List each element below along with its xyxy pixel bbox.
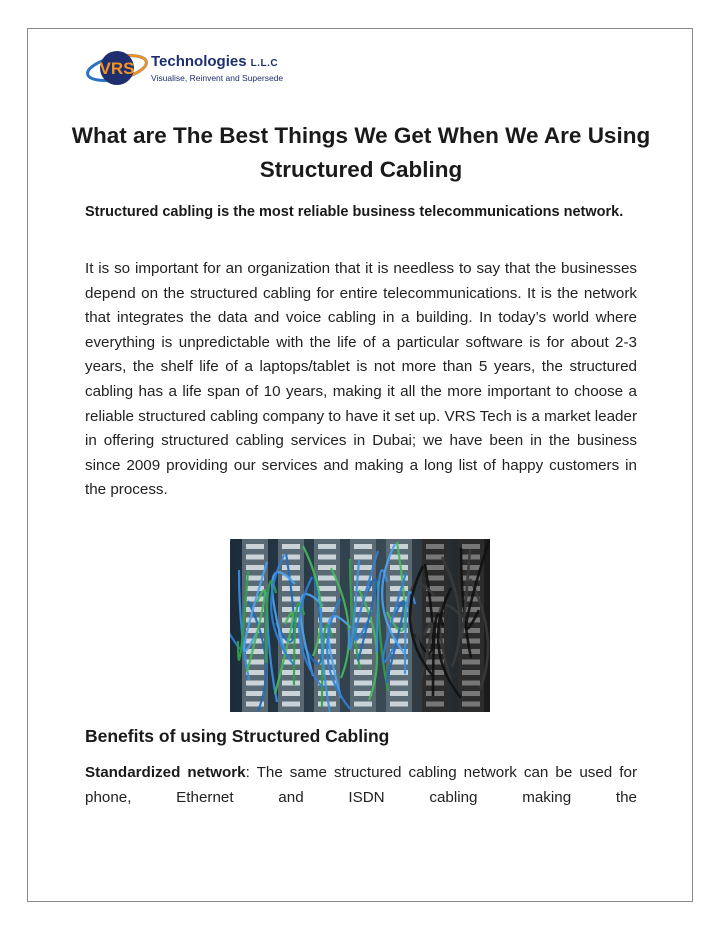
rack-port (354, 544, 372, 549)
rack-port (246, 586, 264, 591)
benefit-text: The same structured cabling network can be used for phone, Ethernet and ISDN cabling making the (85, 764, 637, 806)
rack-port (462, 555, 480, 560)
logo-company-word: Technologies (151, 53, 247, 70)
rack-port (462, 691, 480, 696)
logo-company-suffix: L.L.C (250, 58, 279, 69)
rack-port (318, 586, 336, 591)
rack-port (246, 555, 264, 560)
rack-port (318, 565, 336, 570)
rack-port (426, 702, 444, 707)
server-rack-photo (230, 539, 490, 712)
rack-port (390, 586, 408, 591)
rack-port (318, 576, 336, 581)
rack-port (390, 681, 408, 686)
lead-sentence: Structured cabling is the most reliable business telecommunications network. (85, 204, 624, 220)
rack-port (354, 660, 372, 665)
rack-port (426, 576, 444, 581)
rack-port (354, 681, 372, 686)
rack-port (282, 555, 300, 560)
rack-port (354, 670, 372, 675)
rack-port (282, 702, 300, 707)
section-heading: Benefits of using Structured Cabling (85, 726, 390, 746)
rack-port (246, 544, 264, 549)
rack-port (462, 565, 480, 570)
rack-port (426, 565, 444, 570)
rack-port (282, 618, 300, 623)
rack-port (282, 544, 300, 549)
rack-port (246, 691, 264, 696)
benefit-separator: : (245, 764, 250, 781)
server-rack-image (230, 539, 490, 712)
benefit-paragraph (85, 760, 637, 810)
document-page (27, 28, 693, 902)
logo-tagline: Visualise, Reinvent and Supersede (151, 73, 284, 83)
rack-port (426, 544, 444, 549)
rack-port (354, 565, 372, 570)
rack-port (462, 586, 480, 591)
rack-port (462, 628, 480, 633)
rack-port (246, 681, 264, 686)
benefit-term: Standardized network (85, 764, 246, 781)
rack-port (282, 670, 300, 675)
logo-company-name (151, 53, 278, 70)
rack-port (426, 555, 444, 560)
rack-port (354, 691, 372, 696)
rack-port (462, 639, 480, 644)
rack-port (462, 660, 480, 665)
rack-port (246, 649, 264, 654)
rack-port (462, 702, 480, 707)
rack-port (282, 681, 300, 686)
rack-port (318, 544, 336, 549)
rack-port (246, 565, 264, 570)
document-title: What are The Best Things We Get When We Are Using Structured Cabling (71, 123, 651, 182)
rack-port (390, 691, 408, 696)
rack-port (318, 702, 336, 707)
rack-port (282, 565, 300, 570)
rack-port (462, 681, 480, 686)
body-paragraph: It is so important for an organization that it is needless to say that the businesses depend on the structured cabling for entire telecommunications. It is the network that integrates the data and voice cabling in a building. In today’s world where everything is unpredictable with the life of a particular software is for about 2-3 years, the shelf life of a laptops/tablet is not more than 5 years, the structured cabling has a life span of 10 years, making it all the more important to choose a reliable structured cabling company to have it set up. VRS Tech is a market leader in offering structured cabling services in Dubai; we have been in the business since 2009 providing our services and making a long list of happy customers in the process. (85, 260, 637, 499)
rack-port (282, 691, 300, 696)
logo-mark-text: VRS (99, 59, 135, 78)
rack-port (462, 544, 480, 549)
rack-port (318, 555, 336, 560)
rack-port (426, 681, 444, 686)
rack-port (426, 691, 444, 696)
rack-port (354, 702, 372, 707)
rack-port (390, 702, 408, 707)
rack-port (462, 670, 480, 675)
rack-port (354, 555, 372, 560)
vrs-logo-icon (85, 45, 149, 91)
company-logo (85, 43, 285, 93)
rack-port (390, 565, 408, 570)
